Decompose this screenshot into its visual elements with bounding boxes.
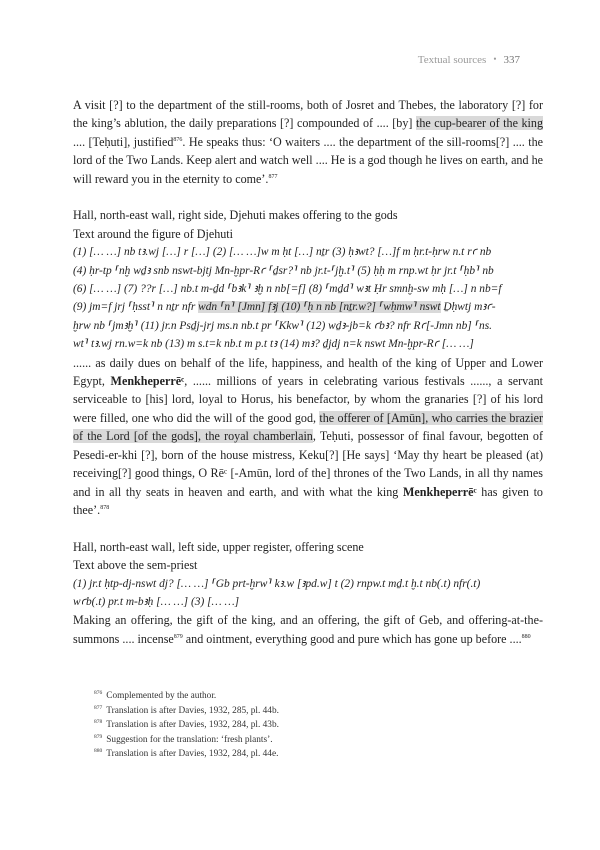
section-heading: Hall, north-east wall, right side, Djehuti makes offering to the gods xyxy=(73,208,398,223)
footnote-ref: 880 xyxy=(521,633,531,640)
footnote-ref: 878 xyxy=(100,504,110,511)
section-title: Textual sources xyxy=(417,54,487,66)
footnote: $^{878}$ Translation is after Davies, 1932, 284, pl. 43b. xyxy=(94,719,279,731)
king-name: Menkheperrēᶜ xyxy=(402,484,477,499)
transliteration-line: (6) [… …] (7) ??r […] nb.t m-ḏd ⸢bꜣk⸣ ꜣḫ n nb[=f] (8) ⸢mḏd⸣ wꜣt Ḥr smnḫ-sw mḥ […] n nb=f xyxy=(73,283,502,296)
footnote: $^{877}$ Translation is after Davies, 1932, 285, pl. 44b. xyxy=(94,704,279,716)
paragraph-visit: A visit [?] to the department of the still-rooms, both of Josret and Thebes, the laboratory [?] for the king’s ablution, the daily preparations [?] compounded of .... [by] the cup-bearer of the king .... [Teḥuti], justified$^{876}$. He speaks thus: ‘O waiters .... the department of the sill-rooms[?] .... the lord of the Two Lands. Keep alert and watch well .... He is a god though he lives on earth, and he will reward you in the eternity to come’.$^{877}$ xyxy=(73,98,543,186)
footnote: $^{876}$ Complemented by the author. xyxy=(94,689,217,701)
highlight-cup-bearer: the cup-bearer of the king xyxy=(415,116,543,131)
footnote-ref: 876 xyxy=(173,136,183,143)
running-head xyxy=(418,54,520,66)
transliteration-line: (4) ḥr-tp ⸢nḫ wḏꜣ snb nswt-bjtj Mn-ḫpr-Rꜥ ⸢ḏsr?⸣ nb jr.t-⸢jḫ.t⸣ (5) ḥḥ m rnp.wt ḥr jr.t ⸢ḥb⸣ nb xyxy=(73,264,494,277)
transliteration-line: (9) jm=f jrj ⸢ḥsst⸣ n nṯr nfr wdn ⸢n⸣ [Jmn] fꜣj (10) ⸢ḥ n nb [nṯr.w?] ⸢wḥmw⸣ nswt Ḏḥwtj mꜣꜥ- xyxy=(73,301,496,314)
transliteration-line: wt⸣ tꜣ.wj rn.w=k nb (13) m s.t=k nb.t m p.t tꜣ (14) mꜣ? ḏjdj n=k nswt Mn-ḫpr-Rꜥ [… …] xyxy=(73,338,474,351)
footnote: $^{879}$ Suggestion for the translation: ‘fresh plants’. xyxy=(94,733,273,745)
highlight-transliteration: wdn ⸢n⸣ [Jmn] fꜣj (10) ⸢ḥ n nb [nṯr.w?] ⸢wḥmw⸣ nswt xyxy=(198,301,441,314)
transliteration-line: (1) jr.t ḥtp-dj-nswt dj? [… …] ⸢Gb prt-ḫrw⸣ kꜣ.w [ꜣpd.w] t (2) rnpw.t mḏ.t ḫ.t nb(.t) nfr(.t) xyxy=(73,577,481,590)
transliteration-line: wꜥb(.t) pr.t m-bꜣḥ [… …] (3) [… …] xyxy=(73,595,240,608)
section-subheading: Text around the figure of Djehuti xyxy=(73,226,234,241)
footnote: $^{880}$ Translation is after Davies, 1932, 284, pl. 44e. xyxy=(94,748,279,760)
translation-paragraph: ...... as daily dues on behalf of the life, happiness, and health of the king of Upper and Lower Egypt, Menkheperrēᶜ, ...... millions of years in celebrating various festivals ......, a servant serviceable to [his] lord, loyal to Horus, his benefactor, by whom the granaries [?] of his lord were filled, one who did the will of the good god, the offerer of [Amūn], who carries the brazier of the Lord [of the gods], the royal chamberlain, Teḥuti, possessor of final favour, begotten of Pesedi-er-khi [?], born of the house mistress, Keku[?] [He says] ‘May thy heart be pleased (at) receiving[?] good things, O Rēᶜ [-Amūn, lord of the] thrones of the Two Lands, in all thy names and in all thy seats in heaven and earth, and with what the king Menkheperrēᶜ has given to thee’.$^{878}$ xyxy=(73,355,543,517)
footnote-ref: 879 xyxy=(173,633,183,640)
section-heading: Hall, north-east wall, left side, upper register, offering scene xyxy=(73,539,364,554)
king-name: Menkheperrēᶜ xyxy=(110,374,185,389)
footnote-ref: 877 xyxy=(268,173,278,180)
section-subheading: Text above the sem-priest xyxy=(73,558,198,573)
main-text xyxy=(73,96,543,648)
page-number: 337 xyxy=(503,54,520,66)
highlight-offerer: the offerer of [Amūn], who carries the brazier of the Lord [of the gods], the royal chamberlain xyxy=(73,410,543,444)
transliteration-line: ḫrw nb ⸢jmꜣḫ⸣ (11) jr.n Psḏj-jrj ms.n nb.t pr ⸢Kkw⸣ (12) wḏꜣ-jb=k ꜥbꜣ? nfr Rꜥ[-Jmn nb] ⸢ns. xyxy=(73,319,492,332)
footnotes xyxy=(94,689,279,762)
translation-paragraph: Making an offering, the gift of the king, and an offering, the gift of Geb, and offering-at-the-summons .... incense$^{879}$ and ointment, everything good and pure which has gone up before ....$^{880}$ xyxy=(73,613,543,646)
separator-dot: • xyxy=(493,54,497,64)
transliteration-line: (1) [… …] nb tꜣ.wj […] r […] (2) [… …]w m ḥt […] nṯr (3) ḥꜣwt? […]f m ḥr.t-ḥrw n.t rꜥ nb xyxy=(73,246,492,259)
